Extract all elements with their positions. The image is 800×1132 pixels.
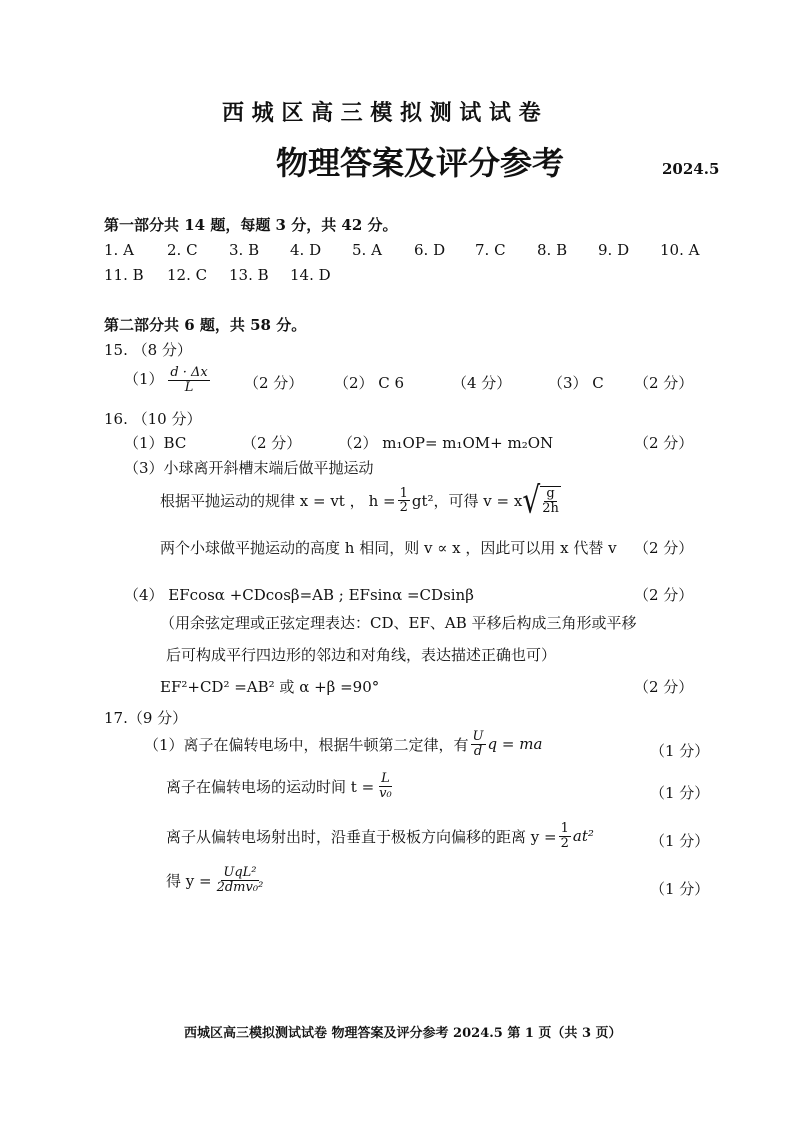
- q16-height-line: 两个小球做平抛运动的高度 h 相同，则 v ∝ x ，因此可以用 x 代替 v: [160, 539, 617, 557]
- part1-heading: 第一部分共 14 题，每题 3 分，共 42 分。: [104, 216, 398, 234]
- q15-formula: [168, 366, 209, 394]
- q17-line2: [166, 772, 394, 800]
- q17-score2: （1 分）: [650, 784, 710, 802]
- q16-score3: （2 分）: [634, 539, 694, 557]
- q16-law-a: 根据平抛运动的规律 x = vt ，: [160, 492, 365, 511]
- answer-14: 14. D: [290, 266, 331, 284]
- q17-line3: [166, 822, 594, 850]
- exam-title: 西 城 区 高 三 模 拟 测 试 试 卷: [222, 100, 541, 126]
- q15-score1: （2 分）: [244, 374, 304, 392]
- q15-part1-label: （1）: [124, 370, 164, 389]
- doc-date: 2024.5: [662, 160, 720, 178]
- q17-line2-text: 离子在偏转电场的运动时间 t =: [166, 777, 375, 796]
- q15-score3: （2 分）: [634, 374, 694, 392]
- q17-ud-den: d: [473, 743, 483, 759]
- q17-time-num: L: [381, 771, 390, 786]
- q16-label: 16. （10 分）: [104, 410, 202, 428]
- q15-part1: [124, 366, 210, 394]
- answer-6: 6. D: [414, 241, 446, 259]
- answer-3: 3. B: [229, 241, 260, 259]
- answer-13: 13. B: [229, 266, 269, 284]
- answer-5: 5. A: [352, 241, 382, 259]
- answer-11: 11. B: [104, 266, 144, 284]
- answer-10: 10. A: [660, 241, 700, 259]
- q17-score4: （1 分）: [650, 880, 710, 898]
- q16-part4: （4） EFcosα +CDcosβ=AB ; EFsinα =CDsinβ: [124, 586, 474, 604]
- page-footer: 西城区高三模拟测试试卷 物理答案及评分参考 2024.5 第 1 页（共 3 页）: [184, 1026, 622, 1041]
- answer-9: 9. D: [598, 241, 630, 259]
- q17-half-den: 2: [560, 835, 569, 851]
- q16-part1: （1）BC: [124, 434, 187, 452]
- q17-score3: （1 分）: [650, 832, 710, 850]
- q16-part2: （2） m₁OP= m₁OM+ m₂ON: [338, 434, 554, 452]
- q16-law-line: [160, 478, 561, 522]
- q16-sqrt-frac: [540, 486, 561, 515]
- part2-heading: 第二部分共 6 题，共 58 分。: [104, 316, 307, 334]
- q16-law-b: h =: [368, 491, 396, 510]
- q17-result-frac: [215, 866, 266, 894]
- q17-label: 17.（9 分）: [104, 709, 188, 727]
- q15-part3: （3） C: [548, 374, 604, 392]
- q16-score5: （2 分）: [634, 678, 694, 696]
- q16-note1: （用余弦定理或正弦定理表达：CD、EF、AB 平移后构成三角形或平移: [160, 614, 637, 632]
- q17-half-frac: [559, 822, 571, 850]
- q17-time-frac: [377, 772, 394, 800]
- q15-formula-den: L: [184, 379, 194, 395]
- q17-ud-frac: [471, 730, 486, 758]
- q16-part3: （3）小球离开斜槽末端后做平抛运动: [124, 459, 374, 477]
- q15-formula-num: d · Δx: [170, 365, 208, 380]
- q16-score4: （2 分）: [634, 586, 694, 604]
- q17-half-num: 1: [560, 821, 569, 836]
- q16-half-frac: [398, 487, 410, 515]
- sqrt-icon: √: [522, 478, 541, 522]
- q17-line4: [166, 866, 265, 894]
- q16-sqrt: [522, 478, 561, 522]
- q17-time-den: v₀: [379, 785, 392, 801]
- q17-score1: （1 分）: [650, 742, 710, 760]
- q16-sqrt-den: 2h: [542, 500, 559, 516]
- q16-note2: 后可构成平行四边形的邻边和对角线，表达描述正确也可）: [166, 646, 557, 664]
- q15-part2: （2） C 6: [334, 374, 405, 392]
- q16-score1: （2 分）: [242, 434, 302, 452]
- q16-half-den: 2: [399, 500, 408, 516]
- q16-half-num: 1: [399, 485, 408, 501]
- q17-result-den: 2dmv₀²: [216, 879, 264, 895]
- answer-12: 12. C: [167, 266, 208, 284]
- q15-label: 15. （8 分）: [104, 341, 192, 359]
- q16-part5: EF²+CD² =AB² 或 α +β =90°: [160, 678, 380, 696]
- answer-8: 8. B: [537, 241, 568, 259]
- answer-1: 1. A: [104, 241, 134, 259]
- q15-score2: （4 分）: [452, 374, 512, 392]
- q16-sqrt-num: g: [546, 486, 555, 501]
- q17-ud-num: U: [472, 729, 484, 744]
- q17-line1-text: （1）离子在偏转电场中，根据牛顿第二定律，有: [144, 735, 469, 754]
- q17-line3-text: 离子从偏转电场射出时，沿垂直于极板方向偏移的距离 y =: [166, 827, 557, 846]
- q17-line1-tail: q = ma: [487, 735, 543, 754]
- q17-line3-tail: at²: [572, 827, 594, 846]
- q16-score2: （2 分）: [634, 434, 694, 452]
- q17-line1: [144, 730, 542, 758]
- q17-result-num: UqL²: [223, 865, 257, 880]
- doc-subtitle: 物理答案及评分参考: [276, 144, 565, 182]
- answer-7: 7. C: [475, 241, 506, 259]
- answer-2: 2. C: [167, 241, 198, 259]
- answer-4: 4. D: [290, 241, 322, 259]
- q16-law-c: gt²，可得 v = x: [411, 492, 523, 511]
- q17-line4-text: 得 y =: [166, 871, 212, 890]
